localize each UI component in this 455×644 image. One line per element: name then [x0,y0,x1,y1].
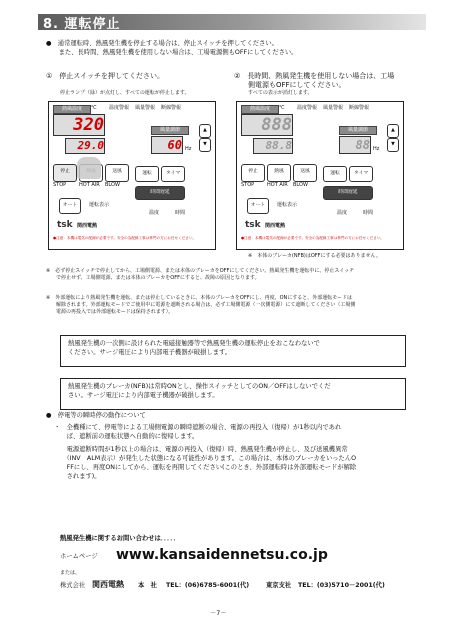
setpoint-display: 29.0 [65,138,105,154]
temp-unit: ℃ [279,105,285,111]
airflow-label: 風量調節 [339,126,377,135]
alarm-airflow: 風量警報 [135,105,156,111]
blackout-heading: ● 停電等の瞬時停の動作について [46,412,146,419]
blackout-item1-line-2: ば、遮断前の運転状態へ自動的に復帰します。 [54,433,199,440]
note2-line-1: ※ 外部運転により熱風発生機を運転、または停止しているときに、本体のブレーカをOFFにし、再度、ONにすると、外部運転モードは [46,295,353,301]
step1-note: 停止ランプ（緑）が点灯し、すべての運転が停止します。 [60,90,190,96]
alarm-break: 断線警報 [349,105,370,111]
timer-button[interactable]: タイマ [349,166,373,182]
temp-unit: ℃ [91,105,97,111]
warning-box-1-line-2: ください。サージ電圧により内部電子機器が破損します。 [68,348,232,356]
control-panel-running [48,101,216,250]
blackout-item2-line-4: されます)。 [54,473,101,480]
alarm-temp: 温度警報 [109,105,130,111]
auto-button[interactable]: オート [247,198,269,214]
footer-left: 運転表示 [277,202,298,208]
temp-label: 熱風温度 [241,105,279,114]
delay-button[interactable]: 時間遅延 [323,186,373,200]
step1-heading: ① 停止スイッチを押してください。 [46,72,164,80]
section-title: 8. 運転停止 [43,17,121,32]
tokyo-office-label: 東京支社 [266,582,292,589]
blow-en: BLOW [105,182,120,188]
blower-button[interactable]: 送風 [105,164,129,182]
contact-or: または、 [60,570,81,576]
footer-left: 運転表示 [89,202,110,208]
stop-button[interactable]: 停止 [53,164,77,182]
temp-display: 888 [241,114,293,136]
airflow-unit: Hz [185,146,192,152]
alarm-temp: 温度警報 [297,105,318,111]
temp-label: 熱風温度 [53,105,91,114]
airflow-unit: Hz [373,146,380,152]
setpoint-display: 88.8 [253,138,293,154]
panel-warning: ●注意：本機は電気の配線が必要です。安全の為配線工事は専門の方にお任せください。 [53,236,197,240]
brand-name: 関西電熱 [77,223,98,229]
tokyo-office-tel: TEL：(03)5710－2001(代) [298,582,385,589]
airflow-display: 88 [339,136,371,154]
up-button[interactable]: ▲ [387,124,399,138]
website-link[interactable]: www.kansaidennetsu.co.jp [116,547,328,563]
down-button[interactable]: ▼ [199,138,211,152]
blackout-item2-line-2: （INV ALM表示）が発生した状態になる可能性があります。この場合は、本体のブレーカをいったんO [54,455,357,462]
blackout-item1-line-1: ・ 全機種にて、停電等による工場側電源の瞬時遮断の場合、電源の再投入（復帰）が1秒以内であれ [54,424,342,431]
warning-box-1 [60,335,406,367]
airflow-label: 風量調節 [151,126,189,135]
stop-en: STOP [241,182,255,188]
warning-box-2 [60,378,406,410]
alarm-airflow: 風量警報 [323,105,344,111]
hot-air-button[interactable]: 熱風 [267,164,291,182]
note2-line-2: 解除されます。外部運転モードでご使用中に電源を遮断される場合は、必ず工場側電源（一次側電源）にて遮断してください（工場側 [46,302,356,308]
blow-en: BLOW [293,182,308,188]
run-button[interactable]: 運転 [135,166,159,182]
warning-box-1-line-1: 熱風発生機の一次側に設けられた電磁接触器等で熱風発生機の運転停止をおこなわないで [68,340,320,347]
step2-note: すべての表示が消灯します。 [248,90,313,96]
note2-line-3: 電源の再投入では外部運転モードは保持されます）。 [46,309,174,315]
step2-heading-2: 側電源もOFFにしてください。 [234,81,346,89]
hot-en: HOT AIR [79,182,100,188]
temp-display: 320 [53,114,105,136]
intro-line-1: ● 通常運転時、熱風発生機を停止する場合は、停止スイッチを押してください。 [46,40,278,47]
footer-right: 時間 [363,210,374,216]
footer-mid: 温度 [337,210,348,216]
company-name: 関西電熱 [92,580,124,589]
blower-button[interactable]: 送風 [293,164,317,182]
intro-line-2: また、長時間、熱風発生機を使用しない場合は、工場電源側もOFFにしてください。 [46,49,298,56]
airflow-display: 60 [151,136,183,154]
blackout-item2-line-1: 電源遮断時間が1秒以上の場合は、電源の再投入（復帰）時、熱風発生機が停止し、及び送風機異常 [54,446,348,453]
panel-warning: ●注意：本機は電気の配線が必要です。安全の為配線工事は専門の方にお任せください。 [241,236,385,240]
note1-line-2: で停止せず、工場側電源、または本体のブレーカをOFFにすると、故障の原因となります。 [46,275,260,281]
stop-en: STOP [53,182,67,188]
footer-right: 時間 [175,210,186,216]
blackout-item2-line-3: FFにし、再度ONにしてから、運転を再開してください(このとき、外部運転時は外部運転モードが解除 [54,464,357,471]
panel-caption: ※ 本体のブレーカ(NFB)はOFFにする必要はありません。 [248,253,381,259]
warning-box-2-line-2: さい。サージ電圧により内部電子機器が破損します。 [68,391,219,399]
brand-mark: tsk [245,220,261,230]
contact-heading: 熱風発生機に関するお問い合わせは．．．．． [60,535,180,542]
brand-name: 関西電熱 [265,223,286,229]
hot-en: HOT AIR [267,182,288,188]
note1-line-1: ※ 必ず停止スイッチで停止してから、工場側電源、または本体のブレーカをOFFにしてください。熱風発生機を運転中に、停止スイッチ [46,268,355,274]
brand-mark: tsk [57,220,73,230]
run-button[interactable]: 運転 [323,166,347,182]
page-number: －7－ [210,610,227,617]
alarm-break: 断線警報 [161,105,182,111]
head-office-tel: TEL：(06)6785-6001(代) [166,582,250,589]
control-panel-off [236,101,404,250]
company-prefix: 株式会社 [60,582,86,589]
warning-box-2-line-1: 熱風発生機のブレーカ(NFB)は常時ONとし、操作スイッチとしてのON／OFFはしないでくだ [68,383,331,390]
footer-mid: 温度 [149,210,160,216]
delay-button[interactable]: 時間遅延 [135,186,185,200]
hand-pointer-icon [77,157,101,179]
step2-heading-1: ② 長時間、熱風発生機を使用しない場合は、工場 [234,72,395,80]
timer-button[interactable]: タイマ [161,166,185,182]
auto-button[interactable]: オート [59,198,81,214]
head-office-label: 本 社 [138,582,157,589]
homepage-label: ホームページ [60,553,98,560]
section-header [38,14,426,30]
down-button[interactable]: ▼ [387,138,399,152]
stop-button[interactable]: 停止 [241,164,265,182]
up-button[interactable]: ▲ [199,124,211,138]
